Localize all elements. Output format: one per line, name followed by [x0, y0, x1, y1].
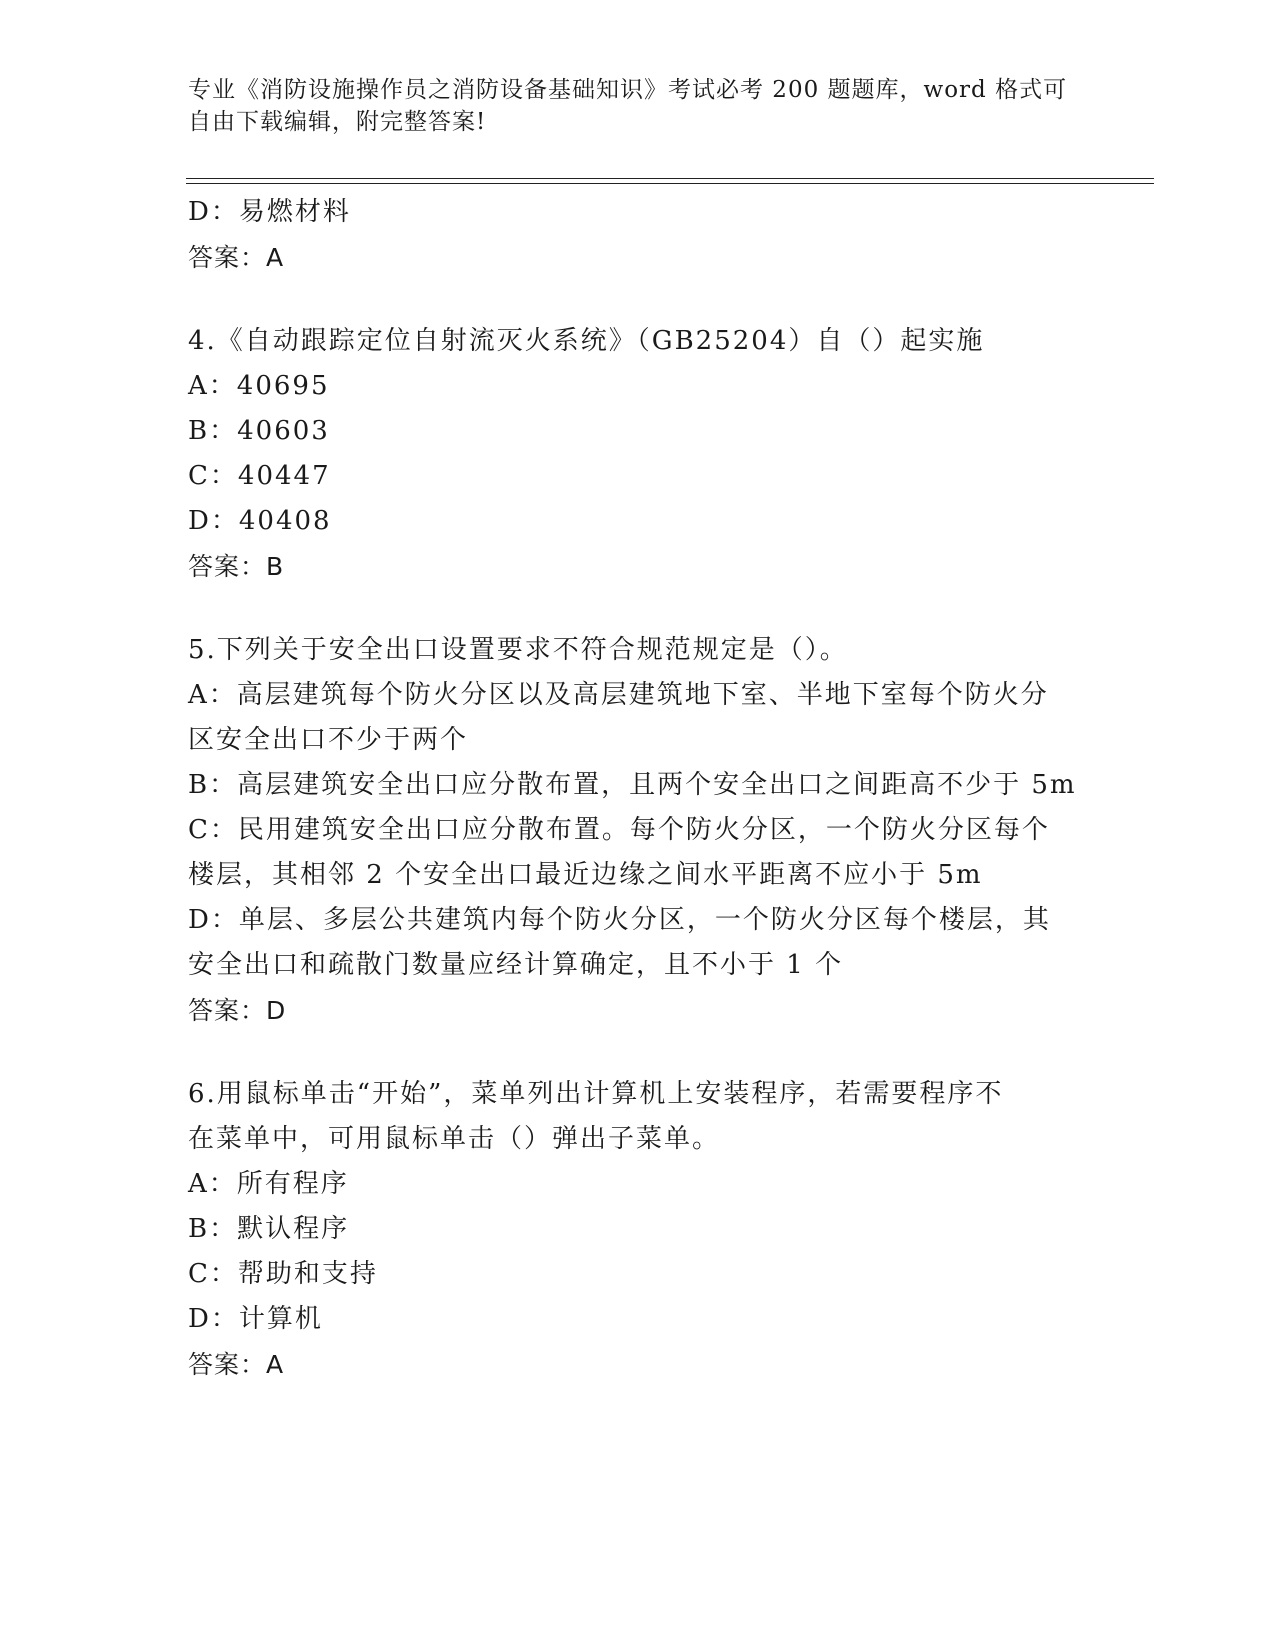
option-key: D: [188, 506, 211, 536]
answer-line: 答案：D: [188, 996, 287, 1025]
question-stem: 6.用鼠标单击“开始”，菜单列出计算机上安装程序，若需要程序不: [188, 1079, 1004, 1109]
option-c-continuation: 楼层，其相邻 2 个安全出口最近边缘之间水平距离不应小于 5m: [188, 860, 983, 890]
option-key: A: [188, 1169, 209, 1199]
option-text: 40603: [237, 416, 330, 446]
header-title-line-2: 自由下载编辑，附完整答案!: [188, 109, 487, 135]
option-c: C：帮助和支持: [188, 1259, 378, 1289]
option-key: B: [188, 1214, 210, 1244]
answer-line: 答案：B: [188, 552, 285, 581]
option-text: 计算机: [238, 1304, 323, 1334]
option-text: 40695: [236, 371, 330, 401]
option-text: 40408: [238, 506, 332, 536]
option-text: 所有程序: [236, 1169, 349, 1199]
option-text: 民用建筑安全出口应分散布置。每个防火分区，一个防火分区每个: [237, 815, 1050, 845]
header-divider-top: [186, 178, 1154, 179]
option-key: B: [188, 770, 210, 800]
option-c: C：民用建筑安全出口应分散布置。每个防火分区，一个防火分区每个: [188, 815, 1050, 845]
prev-question-tail: [188, 190, 1088, 280]
option-key: A: [188, 680, 209, 710]
question-stem: 5.下列关于安全出口设置要求不符合规范规定是（）。: [188, 635, 848, 665]
option-text: 40447: [237, 461, 331, 491]
option-a: A：高层建筑每个防火分区以及高层建筑地下室、半地下室每个防火分: [188, 680, 1049, 710]
option-key: A: [188, 371, 209, 401]
option-d: D：单层、多层公共建筑内每个防火分区，一个防火分区每个楼层，其: [188, 905, 1051, 935]
document-header: [188, 74, 1068, 138]
question-4: [188, 319, 1088, 589]
option-key: D: [188, 197, 211, 227]
option-text: 高层建筑安全出口应分散布置，且两个安全出口之间距高不少于 5m: [237, 770, 1077, 800]
option-a-continuation: 区安全出口不少于两个: [188, 725, 469, 755]
answer-line: 答案：A: [188, 243, 285, 272]
question-6: [188, 1072, 1088, 1387]
option-text: 帮助和支持: [237, 1259, 378, 1289]
answer-line: 答案：A: [188, 1350, 285, 1379]
option-key: D: [188, 905, 211, 935]
option-b: B：40603: [188, 416, 330, 446]
header-title-line-1: 专业《消防设施操作员之消防设备基础知识》考试必考 200 题题库，word 格式可: [188, 77, 1068, 103]
option-text: 高层建筑每个防火分区以及高层建筑地下室、半地下室每个防火分: [236, 680, 1049, 710]
option-key: B: [188, 416, 210, 446]
option-d: D：计算机: [188, 1304, 323, 1334]
option-key: C: [188, 815, 210, 845]
option-key: C: [188, 1259, 210, 1289]
option-row: D：易燃材料: [188, 197, 351, 227]
option-text: 单层、多层公共建筑内每个防火分区，一个防火分区每个楼层，其: [238, 905, 1051, 935]
option-b: B：默认程序: [188, 1214, 350, 1244]
option-text: 易燃材料: [238, 197, 351, 227]
header-divider-bottom: [186, 183, 1154, 184]
option-c: C：40447: [188, 461, 331, 491]
option-a: A：所有程序: [188, 1169, 349, 1199]
option-text: 默认程序: [237, 1214, 350, 1244]
option-b: B：高层建筑安全出口应分散布置，且两个安全出口之间距高不少于 5m: [188, 770, 1077, 800]
question-list: [188, 190, 1088, 1387]
question-5: [188, 628, 1088, 1033]
question-stem-continuation: 在菜单中，可用鼠标单击（）弹出子菜单。: [188, 1124, 721, 1154]
option-key: D: [188, 1304, 211, 1334]
option-a: A：40695: [188, 371, 330, 401]
option-key: C: [188, 461, 210, 491]
question-stem: 4.《自动跟踪定位自射流灭火系统》（GB25204）自（）起实施: [188, 326, 985, 356]
option-d-continuation: 安全出口和疏散门数量应经计算确定，且不小于 1 个: [188, 950, 844, 980]
option-d: D：40408: [188, 506, 332, 536]
